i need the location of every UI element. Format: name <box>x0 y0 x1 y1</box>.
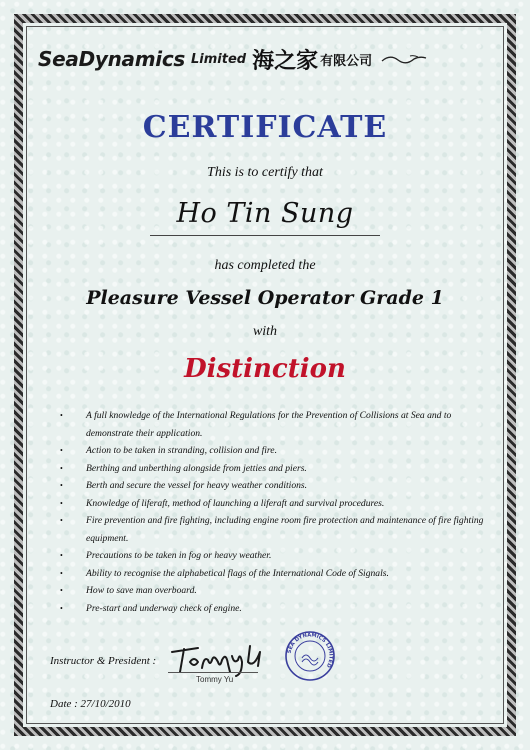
signature-line <box>168 672 258 673</box>
company-logo-text: SeaDynamics <box>38 47 185 71</box>
list-item: • Action to be taken in stranding, collision and fire. <box>64 442 484 460</box>
bullet-icon: • <box>60 516 63 525</box>
company-seal <box>284 630 336 682</box>
certify-line: This is to certify that <box>207 165 323 180</box>
bullet-icon: • <box>60 603 63 613</box>
bullet-icon: • <box>60 498 63 508</box>
distinction-grade: Distinction <box>184 354 346 384</box>
list-item: • A full knowledge of the International Regulations for the Prevention of Collisions at Sea and to demonstrate their application. <box>64 407 484 442</box>
list-item: • Fire prevention and fire fighting, including engine room fire protection and maintenance of fire fighting equipment. <box>64 512 484 547</box>
list-item: • Pre-start and underway check of engine. <box>64 600 484 618</box>
certificate-title: CERTIFICATE <box>142 110 388 145</box>
bullet-icon: • <box>60 481 63 490</box>
bullet-icon: • <box>60 568 63 578</box>
signatory-printed-name: Tommy Yu <box>196 675 234 684</box>
bullet-icon: • <box>60 586 63 595</box>
completed-line: has completed the <box>214 258 316 273</box>
company-chinese-suffix: 有限公司 <box>320 53 373 69</box>
list-item: • How to save man overboard. <box>64 582 484 600</box>
bullet-icon: • <box>60 411 63 420</box>
list-item: • Precautions to be taken in fog or heavy weather. <box>64 547 484 565</box>
list-item: • Ability to recognise the alphabetical flags of the International Code of Signals. <box>64 565 484 583</box>
with-line: with <box>252 324 278 339</box>
syllabus-list <box>60 407 484 617</box>
bullet-icon: • <box>60 463 63 473</box>
course-name: Pleasure Vessel Operator Grade 1 <box>86 287 444 309</box>
recipient-name: Ho Tin Sung <box>176 198 354 229</box>
svg-text:SEA DYNAMICS LIMITED: SEA DYNAMICS LIMITED <box>286 632 334 669</box>
company-header <box>38 44 498 74</box>
bullet-icon: • <box>60 551 63 560</box>
company-suffix: Limited <box>191 51 247 67</box>
list-item: • Knowledge of liferaft, method of launching a liferaft and survival procedures. <box>64 495 484 513</box>
bullet-icon: • <box>60 446 63 455</box>
name-underline <box>150 235 380 236</box>
list-item: • Berth and secure the vessel for heavy weather conditions. <box>64 477 484 495</box>
issue-date: Date : 27/10/2010 <box>50 698 131 710</box>
wave-icon <box>380 52 428 66</box>
list-item: • Berthing and unberthing alongside from jetties and piers. <box>64 460 484 478</box>
company-chinese-name: 海之家 <box>252 48 319 74</box>
signatory-label: Instructor & President : <box>50 655 157 667</box>
